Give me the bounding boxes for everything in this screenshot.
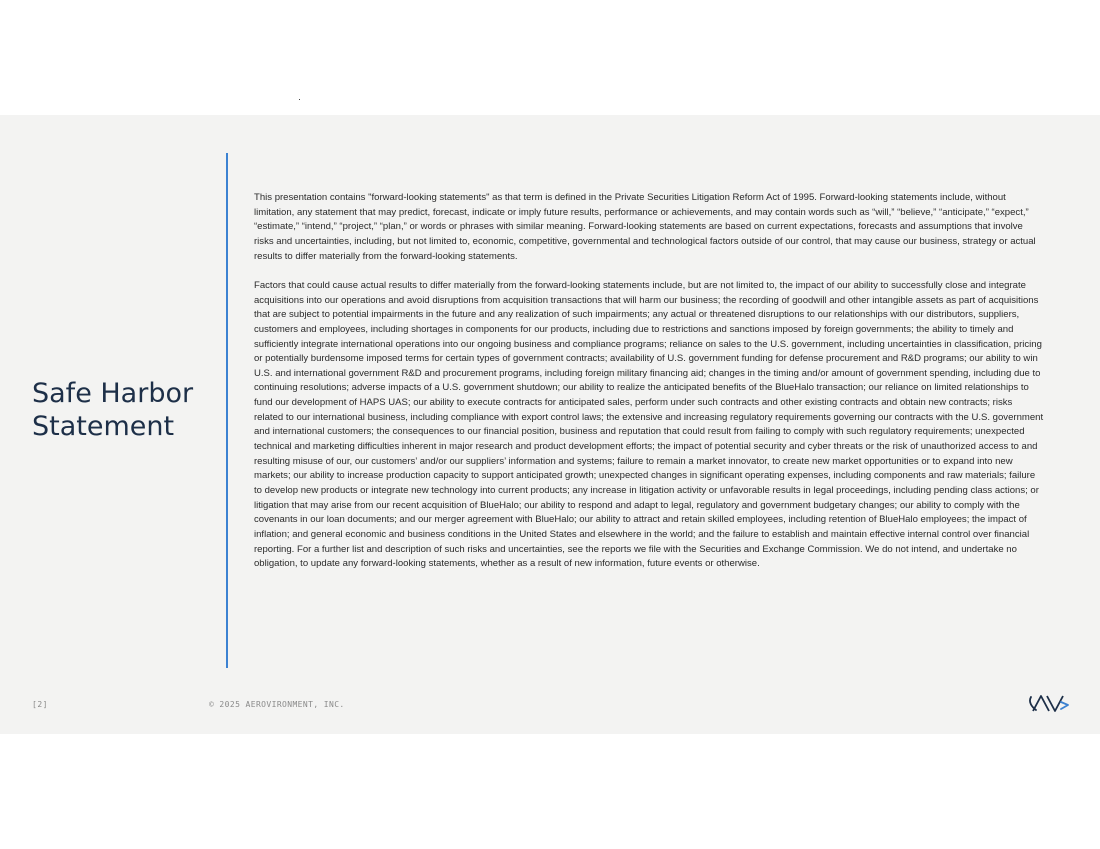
paragraph-forward-looking: This presentation contains "forward-looking statements" as that term is defined in the Private Securities Litigation Reform Act of 1995. Forward-looking statements include, without limitation, any statement that may predict, forecast, indicate or imply future results, performance or achievements, and may contain words such as “will,” “believe,” “anticipate,” “expect,” “estimate,” “intend,” “project,” “plan,” or words or phrases with similar meaning. Forward-looking statements are based on current expectations, forecasts and assumptions that involve risks and uncertainties, including, but not limited to, economic, competitive, governmental and technological factors outside of our control, that may cause our business, strategy or actual results to differ materially from the forward-looking statements. (254, 192, 1036, 262)
stray-dot (299, 99, 300, 100)
copyright-notice: © 2025 AEROVIRONMENT, INC. (209, 700, 345, 709)
page-number: [2] (32, 700, 48, 709)
slide-title: Safe Harbor Statement (32, 378, 194, 442)
slide (0, 115, 1100, 734)
paragraph-risk-factors: Factors that could cause actual results to differ materially from the forward-looking statements include, but are not limited to, the impact of our ability to successfully close and integrate acquisitions into our operations and avoid disruptions from acquisition transactions that will harm our business; the recording of goodwill and other intangible assets as part of acquisitions that are subject to potential impairments in the future and any realization of such impairments; any actual or threatened disruptions to our relationships with our distributors, suppliers, customers and employees, including shortages in components for our products, including due to restrictions and sanctions imposed by foreign governments; the ability to timely and sufficiently integrate international operations into our ongoing business and compliance programs; reliance on sales to the U.S. government, including uncertainties in classification, pricing or potentially burdensome imposed terms for certain types of government contracts; availability of U.S. government funding for defense procurement and R&D programs; our ability to win U.S. and international government R&D and procurement programs, including foreign military financing aid; changes in the timing and/or amount of government spending, including due to continuing resolutions; adverse impacts of a U.S. government shutdown; our ability to realize the anticipated benefits of the BlueHalo transaction; our reliance on limited relationships to fund our development of HAPS UAS; our ability to execute contracts for anticipated sales, perform under such contracts and other existing contracts and obtain new contracts; risks related to our international business, including compliance with export control laws; the extensive and increasing regulatory requirements governing our contracts with the U.S. government and international customers; the consequences to our financial position, business and reputation that could result from failing to comply with such regulatory requirements; unexpected technical and marketing difficulties inherent in major research and product development efforts; the impact of potential security and cyber threats or the risk of unauthorized access to and resulting misuse of our, our customers’ and/or our suppliers’ information and systems; failure to remain a market innovator, to create new market opportunities or to expand into new markets; our ability to increase production capacity to support anticipated growth; unexpected changes in significant operating expenses, including components and raw materials; failure to develop new products or integrate new technology into current products; any increase in litigation activity or unfavorable results in legal proceedings, including pending class actions; or litigation that may arise from our recent acquisition of BlueHalo; our ability to respond and adapt to legal, regulatory and government budgetary changes; our ability to comply with the covenants in our loan documents; and our merger agreement with BlueHalo; our ability to attract and retain skilled employees, including retention of BlueHalo employees; the impact of inflation; and general economic and business conditions in the United States and elsewhere in the world; and the failure to establish and maintain effective internal control over financial reporting. For a further list and description of such risks and uncertainties, see the reports we file with the Securities and Exchange Commission. We do not intend, and undertake no obligation, to update any forward-looking statements, whether as a result of new information, future events or otherwise. (254, 279, 1044, 570)
vertical-divider (226, 153, 228, 668)
av-logo-icon (1028, 693, 1070, 715)
safe-harbor-text (254, 191, 1044, 572)
